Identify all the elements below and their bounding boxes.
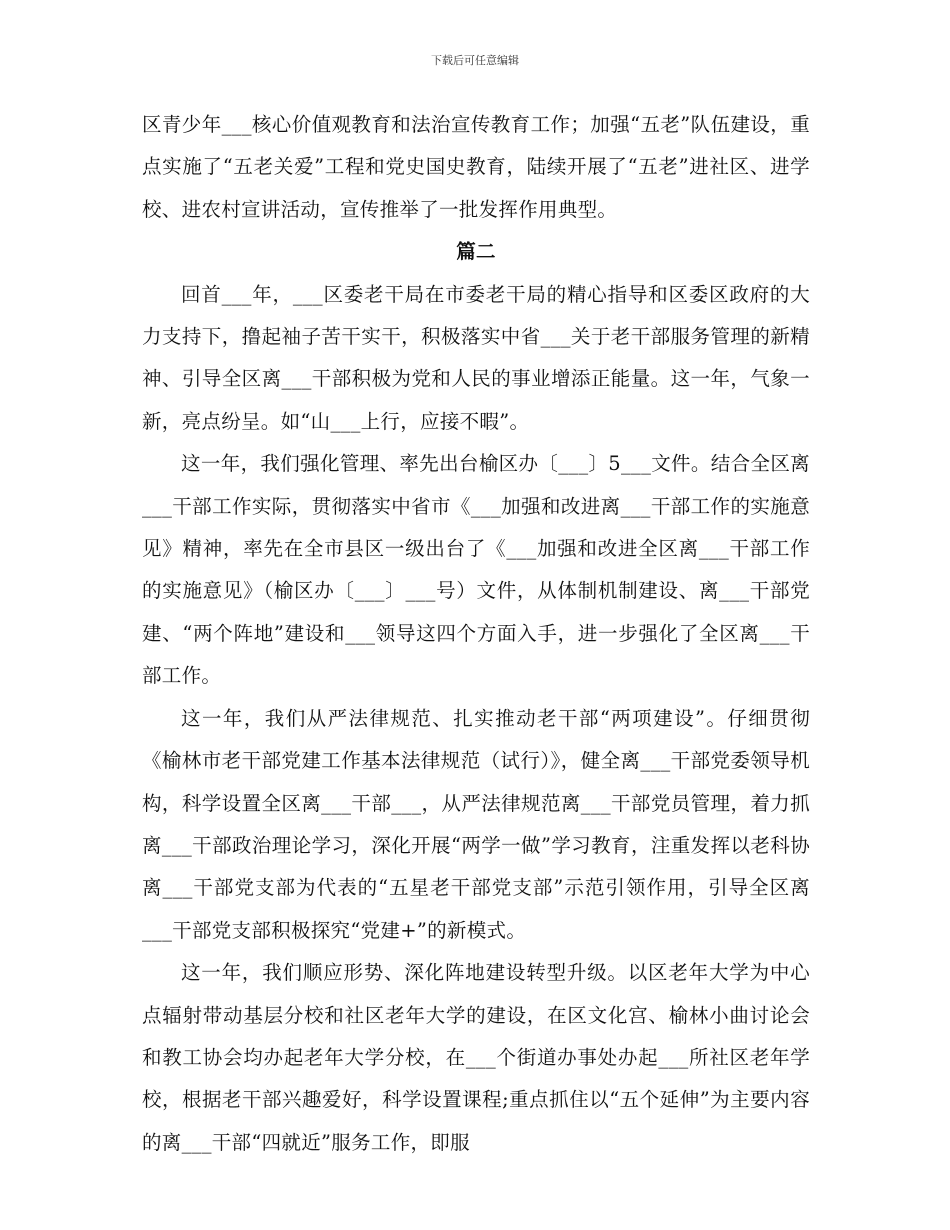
paragraph-3: 这一年，我们从严法律规范、扎实推动老干部“两项建设”。仔细贯彻《榆林市老干部党建工作基本法律规范（试行）》，健全离___干部党委领导机构，科学设置全区离___干部___，从严法律规范离___干部党员管理，着力抓离___干部政治理论学习，深化开展“两学一做”学习教育，注重发挥以老科协离___干部党支部为代表的“五星老干部党支部”示范引领作用，引导全区离___干部党支部积极探究“党建+”的新模式。	[142, 706, 810, 942]
paragraph-2: 这一年，我们强化管理、率先出台榆区办〔___〕5___文件。结合全区离___干部工作实际，贯彻落实中省市《___加强和改进离___干部工作的实施意见》精神，率先在全市县区一级出台了《___加强和改进全区离___干部工作的实施意见》（榆区办〔___〕___号）文件，从体制机制建设、离___干部党建、“两个阵地”建设和___领导这四个方面入手，进一步强化了全区离___干部工作。	[142, 452, 810, 688]
paragraph-intro: 区青少年___核心价值观教育和法治宣传教育工作；加强“五老”队伍建设，重点实施了“五老关爱”工程和党史国史教育，陆续开展了“五老”进社区、进学校、进农村宣讲活动，宣传推举了一批发挥作用典型。	[142, 113, 810, 221]
page-header: 下载后可任意编辑	[431, 54, 519, 67]
paragraph-4: 这一年，我们顺应形势、深化阵地建设转型升级。以区老年大学为中心点辐射带动基层分校和社区老年大学的建设，在区文化宫、榆林小曲讨论会和教工协会均办起老年大学分校，在___个街道办事处办起___所社区老年学校，根据老干部兴趣爱好，科学设置课程;重点抓住以“五个延伸”为主要内容的离___干部“四就近”服务工作，即服	[142, 961, 810, 1154]
paragraph-1: 回首___年，___区委老干局在市委老干局的精心指导和区委区政府的大力支持下，撸起袖子苦干实干，积极落实中省___关于老干部服务管理的新精神、引导全区离___干部积极为党和人民的事业增添正能量。这一年，气象一新，亮点纷呈。如“山___上行，应接不暇”。	[142, 282, 810, 433]
document-body	[142, 104, 810, 1164]
section-heading: 篇二	[456, 240, 496, 264]
